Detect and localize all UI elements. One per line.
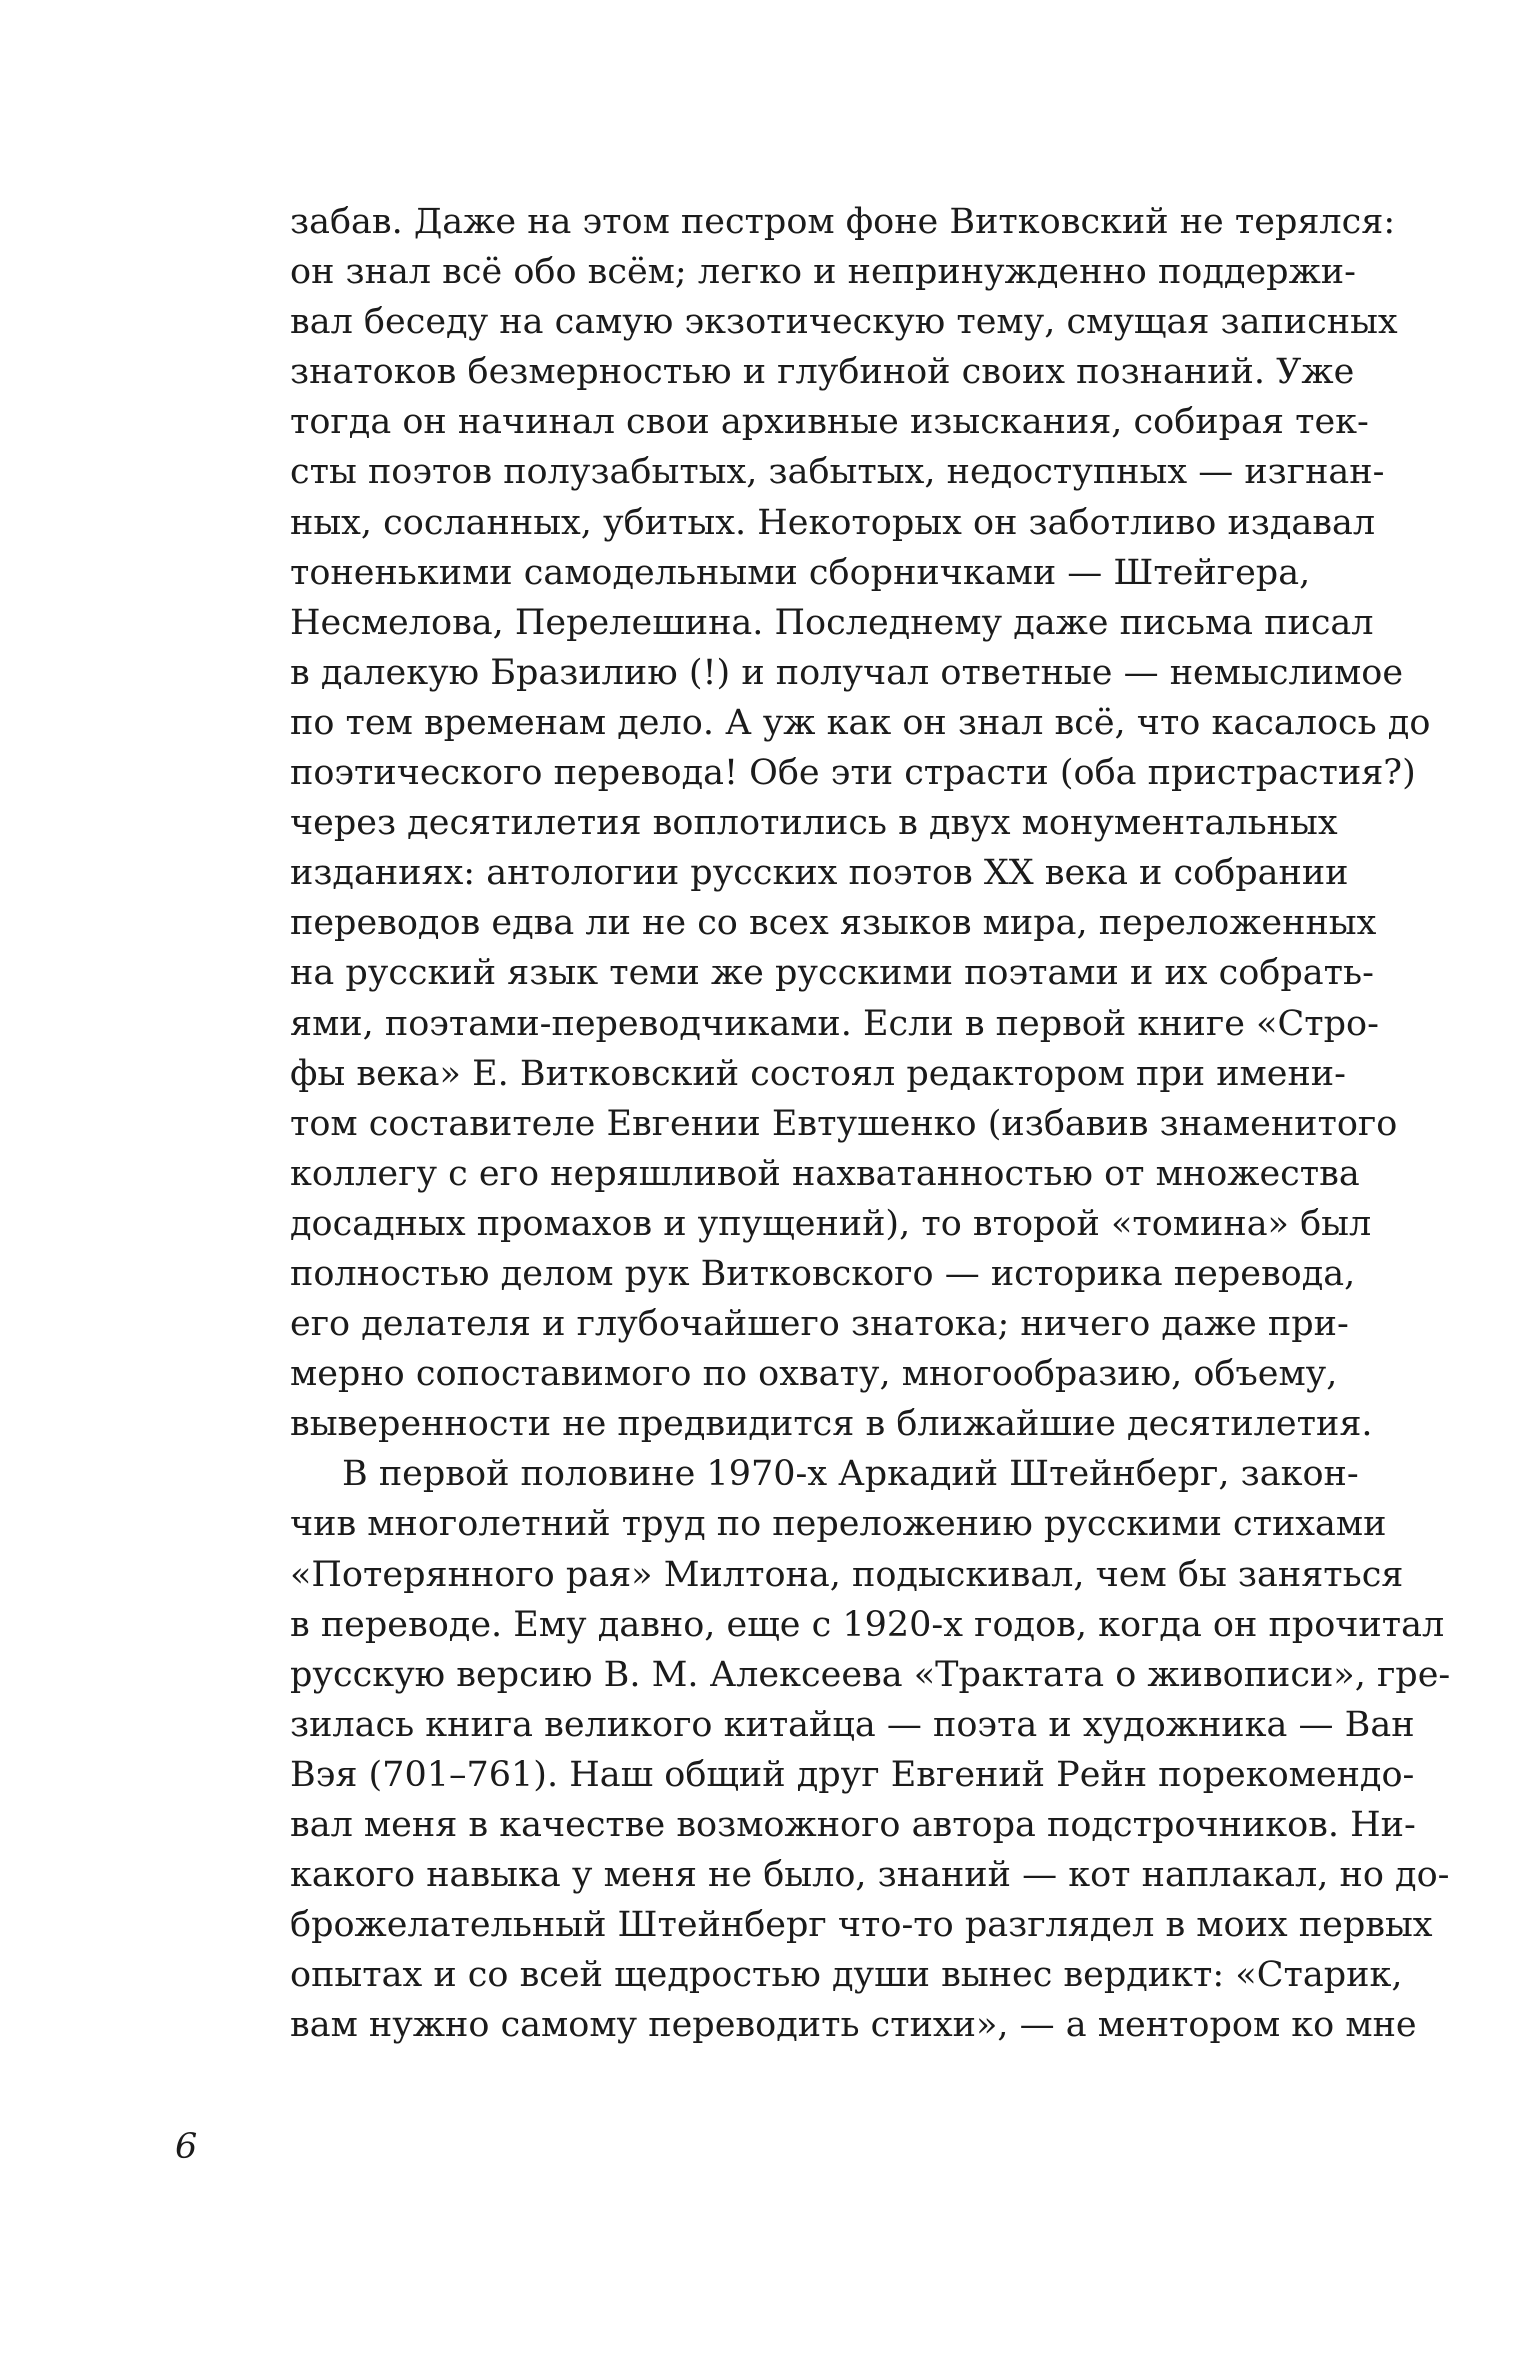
body-text (290, 197, 1451, 2050)
text-line: изданиях: антологии русских поэтов XX века и собрании (290, 853, 1349, 894)
text-line: вал беседу на самую экзотическую тему, смущая записных (290, 302, 1398, 343)
text-line: мерно сопоставимого по охвату, многообразию, объему, (290, 1354, 1338, 1395)
text-line: Вэя (701–761). Наш общий друг Евгений Рейн порекомендо- (290, 1754, 1415, 1795)
text-line: он знал всё обо всём; легко и непринужденно поддержи- (290, 252, 1356, 293)
text-line: брожелательный Штейнберг что-то разглядел в моих первых (290, 1905, 1433, 1946)
text-line: коллегу с его неряшливой нахватанностью от множества (290, 1153, 1360, 1194)
text-line: по тем временам дело. А уж как он знал всё, что касалось до (290, 702, 1431, 743)
text-line: сты поэтов полузабытых, забытых, недоступных — изгнан- (290, 452, 1385, 493)
text-line: через десятилетия воплотились в двух монументальных (290, 803, 1338, 844)
text-line: том составителе Евгении Евтушенко (избавив знаменитого (290, 1103, 1398, 1144)
text-line: знатоков безмерностью и глубиной своих познаний. Уже (290, 352, 1355, 393)
paragraph-first-line: В первой половине 1970-х Аркадий Штейнберг, закон- (342, 1454, 1359, 1495)
text-line: тогда он начинал свои архивные изыскания, собирая тек- (290, 402, 1369, 443)
text-line: полностью делом рук Витковского — историка перевода, (290, 1253, 1356, 1294)
text-line: русскую версию В. М. Алексеева «Трактата о живописи», гре- (290, 1654, 1451, 1695)
text-line: тоненькими самодельными сборничками — Штейгера, (290, 552, 1311, 593)
text-line: досадных промахов и упущений), то второй «томина» был (290, 1203, 1372, 1244)
text-line: вал меня в качестве возможного автора подстрочников. Ни- (290, 1805, 1416, 1845)
text-line: фы века» Е. Витковский состоял редактором при имени- (290, 1053, 1346, 1094)
text-line: переводов едва ли не со всех языков мира, переложенных (290, 903, 1377, 944)
text-line: поэтического перевода! Обе эти страсти (оба пристрастия?) (290, 753, 1416, 794)
page-number: 6 (175, 2127, 198, 2167)
text-line: зилась книга великого китайца — поэта и художника — Ван (290, 1704, 1415, 1745)
text-line: чив многолетний труд по переложению русскими стихами (290, 1504, 1387, 1545)
text-line: вам нужно самому переводить стихи», — а ментором ко мне (290, 2005, 1417, 2046)
text-line: на русский язык теми же русскими поэтами и их собрать- (290, 953, 1374, 994)
text-line: в далекую Бразилию (!) и получал ответные — немыслимое (290, 652, 1404, 693)
text-line: ных, сосланных, убитых. Некоторых он заботливо издавал (290, 502, 1376, 543)
text-line: ями, поэтами-переводчиками. Если в первой книге «Стро- (290, 1003, 1379, 1044)
text-line: «Потерянного рая» Милтона, подыскивал, чем бы заняться (290, 1554, 1404, 1595)
text-line: какого навыка у меня не было, знаний — кот наплакал, но до- (290, 1855, 1450, 1896)
text-line: забав. Даже на этом пестром фоне Витковский не терялся: (290, 202, 1396, 242)
text-line: его делателя и глубочайшего знатока; ничего даже при- (290, 1304, 1349, 1345)
text-line: опытах и со всей щедростью души вынес вердикт: «Старик, (290, 1955, 1403, 1996)
text-line: выверенности не предвидится в ближайшие десятилетия. (290, 1404, 1373, 1445)
text-line: Несмелова, Перелешина. Последнему даже письма писал (290, 602, 1374, 643)
text-line: в переводе. Ему давно, еще с 1920-х годов, когда он прочитал (290, 1604, 1445, 1645)
